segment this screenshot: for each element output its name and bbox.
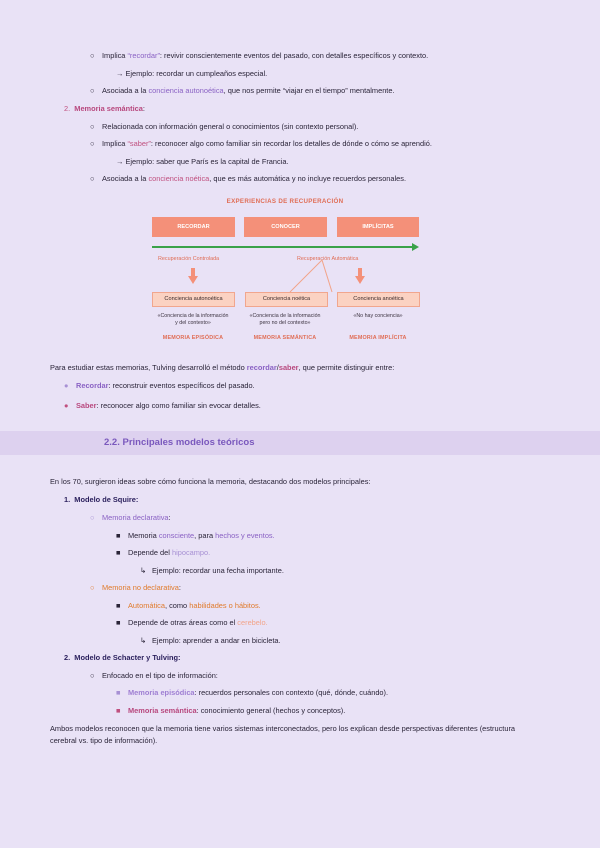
desc-noetica: «Conciencia de la información pero no del contexto» [249, 313, 321, 326]
section-title: 2.2. Principales modelos teóricos [104, 437, 255, 448]
square-bullet-icon: ■ [116, 531, 121, 540]
example-fecha: ↳ Ejemplo: recordar una fecha importante. [140, 566, 284, 575]
box-autonoetica: Conciencia autonoética [152, 292, 235, 307]
down-arrow-icon [188, 268, 198, 284]
box-implicitas: IMPLÍCITAS [337, 217, 419, 237]
label-memoria-implicita: MEMORIA IMPLÍCITA [349, 335, 407, 341]
example-cumpleanos: → Ejemplo: recordar un cumpleaños especial. [116, 69, 268, 78]
bullet-recordar: ○ Implica “recordar”: revivir conscientemente eventos del pasado, con detalles específicos y contexto. [90, 51, 429, 60]
label-automatica: Recuperación Automática [297, 256, 359, 262]
item-episodica: ■ Memoria episódica: recuerdos personales con contexto (qué, dónde, cuándo). [116, 688, 389, 697]
bullet-enfocado: ○ Enfocado en el tipo de información: [90, 671, 218, 680]
box-recordar: RECORDAR [152, 217, 235, 237]
return-arrow-icon: ↳ [140, 566, 147, 575]
example-bicicleta: ↳ Ejemplo: aprender a andar en bicicleta. [140, 636, 281, 645]
conclusion-line-2: cerebral vs. tipo de información). [50, 736, 158, 745]
heading-memoria-semantica: 2. Memoria semántica: [64, 104, 145, 113]
down-arrow-icon [355, 268, 365, 284]
box-anoetica: Conciencia anoética [337, 292, 420, 307]
bullet-declarativa: ○ Memoria declarativa: [90, 513, 171, 522]
bullet-relacionada: ○ Relacionada con información general o conocimientos (sin contexto personal). [90, 122, 359, 131]
item-automatica: ■ Automática, como habilidades o hábitos. [116, 601, 261, 610]
bullet-autonoetica: ○ Asociada a la conciencia autonoética, que nos permite “viajar en el tiempo” mentalmente. [90, 86, 395, 95]
diagram-title: EXPERIENCIAS DE RECUPERACIÓN [226, 198, 344, 205]
item-hipocampo: ■ Depende del hipocampo. [116, 548, 211, 557]
models-intro: En los 70, surgieron ideas sobre cómo funciona la memoria, destacando dos modelos principales: [50, 477, 371, 486]
item-consciente: ■ Memoria consciente, para hechos y eventos. [116, 531, 275, 540]
timeline-arrow [152, 246, 414, 248]
bullet-recordar-def: ● Recordar: reconstruir eventos específicos del pasado. [64, 381, 255, 390]
dot-bullet-icon: ● [64, 381, 69, 390]
heading-squire: 1. Modelo de Squire: [64, 495, 139, 504]
section-banner [0, 431, 600, 455]
bullet-no-declarativa: ○ Memoria no declarativa: [90, 583, 181, 592]
heading-schacter: 2. Modelo de Schacter y Tulving: [64, 653, 181, 662]
bullet-saber-def: ● Saber: reconocer algo como familiar sin evocar detalles. [64, 401, 261, 410]
item-semantica: ■ Memoria semántica: conocimiento general (hechos y conceptos). [116, 706, 346, 715]
circle-bullet-icon: ○ [90, 51, 95, 60]
branch-lines [280, 255, 380, 295]
label-memoria-episodica: MEMORIA EPISÓDICA [162, 335, 224, 341]
bullet-saber: ○ Implica “saber”: reconocer algo como familiar sin recordar los detalles de dónde o cómo se aprendió. [90, 139, 432, 148]
dot-bullet-icon: ● [64, 401, 69, 410]
arrow-head-icon [412, 243, 419, 251]
conclusion-line-1: Ambos modelos reconocen que la memoria tiene varios sistemas interconectados, pero los explican desde perspectivas diferentes (estructura [50, 724, 516, 733]
desc-anoetica: «No hay conciencia» [353, 313, 403, 319]
box-noetica: Conciencia noética [245, 292, 328, 307]
example-paris: → Ejemplo: saber que París es la capital de Francia. [116, 157, 289, 166]
desc-autonoetica: «Conciencia de la información y del contexto» [157, 313, 229, 326]
bullet-noetica: ○ Asociada a la conciencia noética, que es más automática y no incluye recuerdos personales. [90, 174, 407, 183]
item-cerebelo: ■ Depende de otras áreas como el cerebelo. [116, 618, 268, 627]
label-memoria-semantica: MEMORIA SEMÁNTICA [253, 335, 317, 341]
box-conocer: CONOCER [244, 217, 327, 237]
label-controlada: Recuperación Controlada [158, 256, 220, 262]
tulving-intro: Para estudiar estas memorias, Tulving desarrolló el método recordar/saber, que permite distinguir entre: [50, 363, 395, 372]
